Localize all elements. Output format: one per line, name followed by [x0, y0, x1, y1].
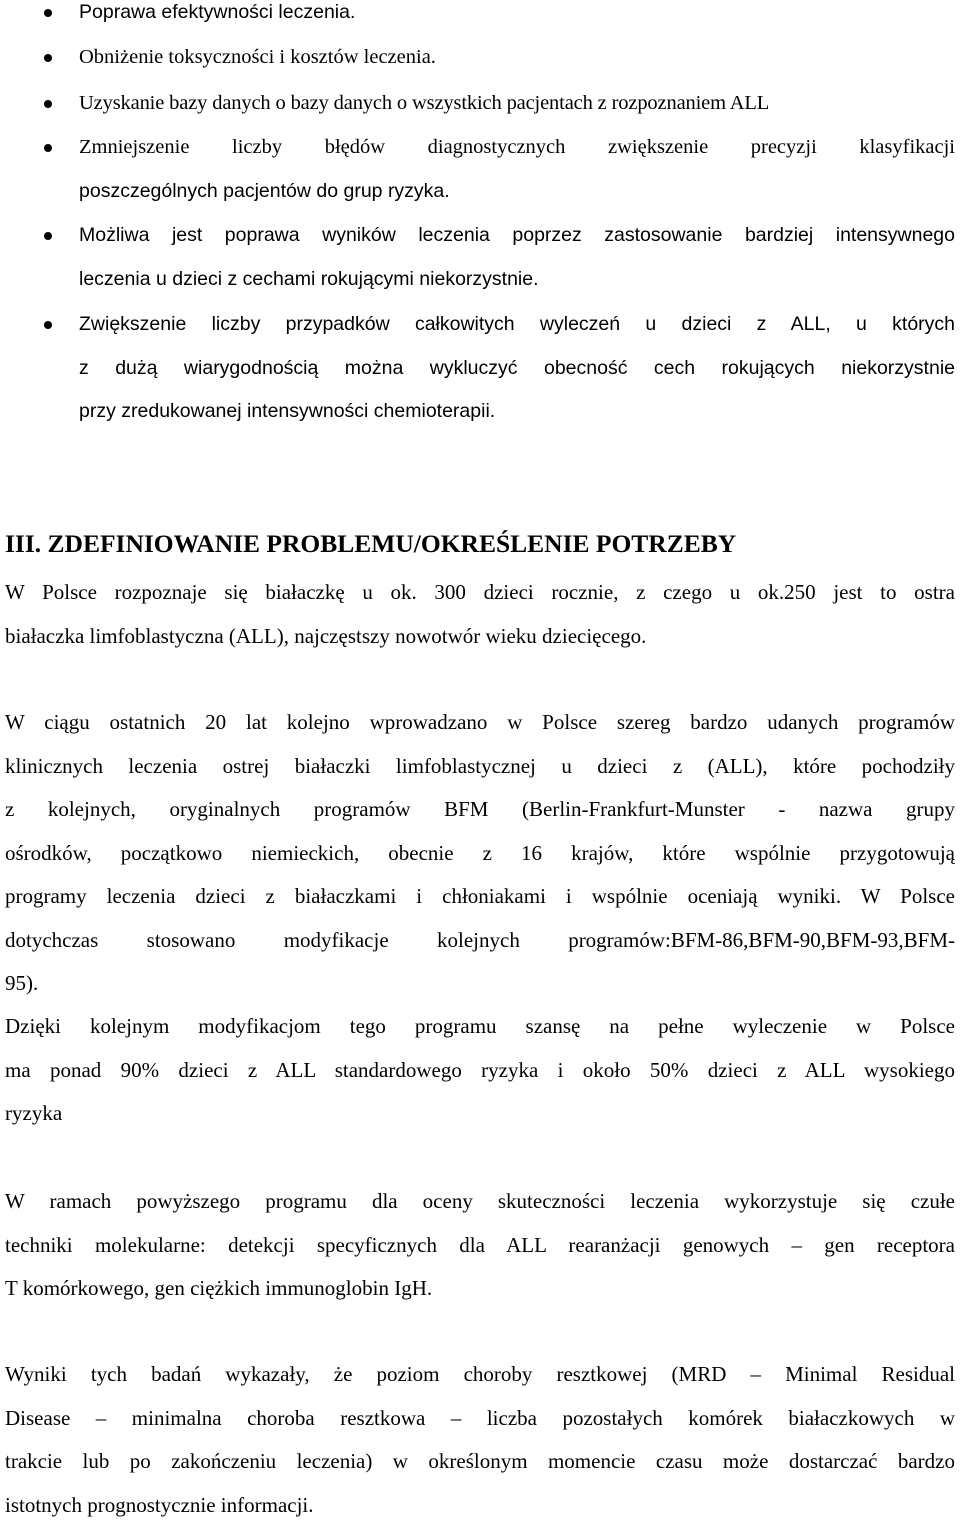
- list-item-line: leczenia u dzieci z cechami rokującymi niekorzystnie.: [79, 258, 955, 302]
- list-item-line: Poprawa efektywności leczenia.: [79, 0, 955, 35]
- paragraph-line: z kolejnych, oryginalnych programów BFM (Berlin-Frankfurt-Munster - nazwa grupy: [5, 788, 955, 832]
- paragraph-line: programy leczenia dzieci z białaczkami i chłoniakami i wspólnie oceniają wyniki. W Polsce: [5, 875, 955, 919]
- paragraph-line: T komórkowego, gen ciężkich immunoglobin IgH.: [5, 1267, 955, 1311]
- list-item-text: [79, 36, 955, 80]
- paragraph-line: ma ponad 90% dzieci z ALL standardowego ryzyka i około 50% dzieci z ALL wysokiego: [5, 1049, 955, 1093]
- bullet-icon: [44, 54, 52, 62]
- list-item-line: poszczególnych pacjentów do grup ryzyka.: [79, 170, 955, 214]
- list-item-text: [79, 214, 955, 301]
- paragraph-line: Dzięki kolejnym modyfikacjom tego programu szansę na pełne wyleczenie w Polsce: [5, 1005, 955, 1049]
- paragraph-line: istotnych prognostycznie informacji.: [5, 1484, 955, 1527]
- paragraph-line: techniki molekularne: detekcji specyficznych dla ALL rearanżacji genowych – gen receptora: [5, 1224, 955, 1268]
- bullet-icon: [44, 144, 52, 152]
- bullet-icon: [44, 9, 52, 17]
- list-item-line: Zwiększenie liczby przypadków całkowitych wyleczeń u dzieci z ALL, u których: [79, 303, 955, 347]
- list-item-text: [79, 126, 955, 213]
- list-item-line: przy zredukowanej intensywności chemioterapii.: [79, 390, 955, 434]
- paragraph-line: 95).: [5, 962, 955, 1006]
- paragraph-line: dotychczas stosowano modyfikacje kolejnych programów:BFM-86,BFM-90,BFM-93,BFM-: [5, 919, 955, 963]
- list-item-line: Uzyskanie bazy danych o bazy danych o wszystkich pacjentach z rozpoznaniem ALL: [79, 82, 955, 126]
- paragraph: [5, 1005, 955, 1136]
- paragraph: [5, 571, 955, 658]
- bullet-icon: [44, 321, 52, 329]
- paragraph-line: Wyniki tych badań wykazały, że poziom choroby resztkowej (MRD – Minimal Residual: [5, 1353, 955, 1397]
- paragraph: [5, 1180, 955, 1311]
- list-item-text: [79, 0, 955, 35]
- paragraph-line: W ciągu ostatnich 20 lat kolejno wprowadzano w Polsce szereg bardzo udanych programów: [5, 701, 955, 745]
- list-item-line: z dużą wiarygodnością można wykluczyć obecność cech rokujących niekorzystnie: [79, 347, 955, 391]
- paragraph-line: Disease – minimalna choroba resztkowa – liczba pozostałych komórek białaczkowych w: [5, 1397, 955, 1441]
- paragraph: [5, 701, 955, 1006]
- paragraph-line: ryzyka: [5, 1092, 955, 1136]
- paragraph-line: białaczka limfoblastyczna (ALL), najczęstszy nowotwór wieku dziecięcego.: [5, 615, 955, 659]
- paragraph-line: trakcie lub po zakończeniu leczenia) w określonym momencie czasu może dostarczać bardzo: [5, 1440, 955, 1484]
- bullet-icon: [44, 100, 52, 108]
- paragraph-line: W Polsce rozpoznaje się białaczkę u ok. 300 dzieci rocznie, z czego u ok.250 jest to ostra: [5, 571, 955, 615]
- bullet-icon: [44, 232, 52, 240]
- list-item-line: Obniżenie toksyczności i kosztów leczenia.: [79, 36, 955, 80]
- paragraph-line: ośrodków, początkowo niemieckich, obecnie z 16 krajów, które wspólnie przygotowują: [5, 832, 955, 876]
- paragraph-line: klinicznych leczenia ostrej białaczki limfoblastycznej u dzieci z (ALL), które pochodziły: [5, 745, 955, 789]
- paragraph-line: W ramach powyższego programu dla oceny skuteczności leczenia wykorzystuje się czułe: [5, 1180, 955, 1224]
- list-item-text: [79, 82, 955, 126]
- section-heading: III. ZDEFINIOWANIE PROBLEMU/OKREŚLENIE POTRZEBY: [5, 526, 955, 562]
- paragraph: [5, 1353, 955, 1527]
- list-item-text: [79, 303, 955, 434]
- list-item-line: Zmniejszenie liczby błędów diagnostycznych zwiększenie precyzji klasyfikacji: [79, 126, 955, 170]
- list-item-line: Możliwa jest poprawa wyników leczenia poprzez zastosowanie bardziej intensywnego: [79, 214, 955, 258]
